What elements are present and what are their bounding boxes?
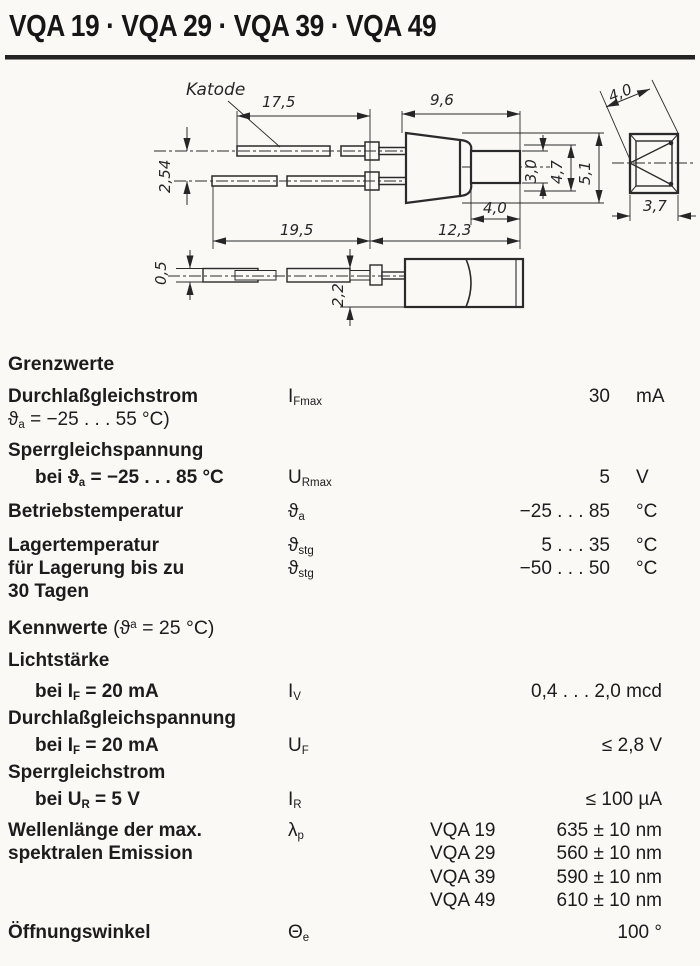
dim-body-height-outer: 5,1 [576, 160, 594, 185]
table-row [8, 707, 692, 730]
param-symbol: $I_{Fmax}$ [288, 385, 323, 408]
param-symbol: $ϑ_a$ [288, 500, 305, 523]
dim-face-width: 3,7 [643, 196, 667, 215]
variant-row [430, 889, 662, 913]
table-row [8, 921, 692, 944]
table-row [8, 439, 692, 462]
param-unit: V [636, 466, 649, 488]
param-name: bei $ϑ_a = -25$ . . . 85 °C [35, 466, 224, 489]
variant-model: VQA 39 [430, 866, 496, 888]
param-name: Lagertemperatur für Lagerung bis zu 30 Tagen [8, 534, 185, 602]
variant-model: VQA 19 [430, 819, 496, 841]
param-name: bei $I_F = 20$ mA [35, 734, 159, 757]
param-symbol: $I_V$ [288, 680, 301, 703]
dim-lens-diameter: 3,0 [522, 158, 540, 183]
variant-model: VQA 49 [430, 890, 496, 911]
table-row [8, 466, 692, 489]
param-value: 100 ° [617, 921, 662, 943]
param-value: 5 . . . 35 −50 . . . 50 [519, 534, 610, 579]
table-row [8, 534, 692, 603]
variant-row [430, 842, 662, 866]
header-rule [5, 55, 695, 59]
variant-row [430, 819, 662, 843]
param-unit: °C °C [636, 534, 658, 579]
dim-body-height-inner: 4,7 [548, 159, 566, 184]
table-row [8, 649, 692, 672]
param-symbol: $U_F$ [288, 734, 309, 757]
param-name: Durchlaßgleichstrom $ϑ_a = -25$ . . . 55 °C) [8, 385, 199, 431]
dim-lead-pitch: 2,54 [156, 159, 174, 193]
param-name: Öffnungswinkel [8, 921, 151, 943]
param-name: Wellenlänge der max. spektralen Emission [8, 819, 202, 864]
variant-model: VQA 29 [430, 843, 496, 864]
param-name: bei $I_F = 20$ mA [35, 680, 159, 703]
param-unit: mA [636, 385, 665, 407]
dim-cathode-lead-length: 17,5 [262, 92, 296, 111]
table-row [8, 680, 692, 703]
param-symbol: $ϑ_{stg}$ $ϑ_{stg}$ [288, 534, 314, 580]
dim-lens-length: 4,0 [483, 198, 507, 217]
page-header [0, 0, 700, 44]
param-value: −25 . . . 85 [519, 500, 610, 522]
dim-overall-body-length: 12,3 [438, 220, 472, 239]
dim-body-bottom-offset: 2,2 [329, 282, 347, 307]
table-row [8, 500, 692, 523]
param-value: 5 [599, 466, 610, 488]
dim-face-width-diagonal: 4,0 [605, 79, 635, 106]
dim-anode-lead-length: 19,5 [280, 220, 314, 239]
dim-lead-thickness: 0,5 [152, 260, 170, 285]
characteristics-condition: ($ϑ^a = 25$ °C) [113, 616, 215, 639]
param-value: 30 [588, 385, 610, 407]
variant-value: 610 ± 10 nm [556, 890, 662, 911]
table-row [8, 761, 692, 784]
param-symbol: $\Theta_e$ [288, 921, 310, 944]
param-value: ≤ 100 µA [585, 788, 662, 810]
variant-value: 560 ± 10 nm [556, 843, 662, 864]
dim-body-length: 9,6 [430, 90, 454, 109]
param-symbol: $\lambda_p$ [288, 819, 304, 842]
parameter-table [0, 335, 700, 944]
cathode-label: Katode [186, 79, 246, 100]
table-row [8, 819, 692, 913]
table-row [8, 734, 692, 757]
param-name: Betriebstemperatur [8, 500, 184, 522]
param-unit: °C [636, 500, 658, 522]
variant-value: 590 ± 10 nm [556, 866, 662, 888]
package-drawing [0, 61, 700, 335]
variant-value: 635 ± 10 nm [556, 819, 662, 841]
param-symbol: $U_{Rmax}$ [288, 466, 332, 489]
param-value [430, 819, 692, 913]
param-name: bei $U_R = 5$ V [35, 788, 140, 811]
limits-heading: Grenzwerte [8, 352, 115, 375]
page-title: VQA 19 · VQA 29 · VQA 39 · VQA 49 [9, 8, 437, 43]
table-row [8, 385, 692, 431]
param-name: Sperrgleichspannung [8, 439, 204, 461]
table-row [8, 788, 692, 811]
param-name: Sperrgleichstrom [8, 761, 166, 783]
param-name: Lichtstärke [8, 649, 110, 671]
param-symbol: $I_R$ [288, 788, 302, 811]
param-name: Durchlaßgleichspannung [8, 707, 237, 729]
characteristics-heading: Kennwerte ($ϑ^a = 25$ °C) [8, 616, 215, 639]
param-value: ≤ 2,8 V [601, 734, 662, 756]
variant-row [430, 866, 662, 890]
param-value: 0,4 . . . 2,0 mcd [531, 680, 662, 702]
